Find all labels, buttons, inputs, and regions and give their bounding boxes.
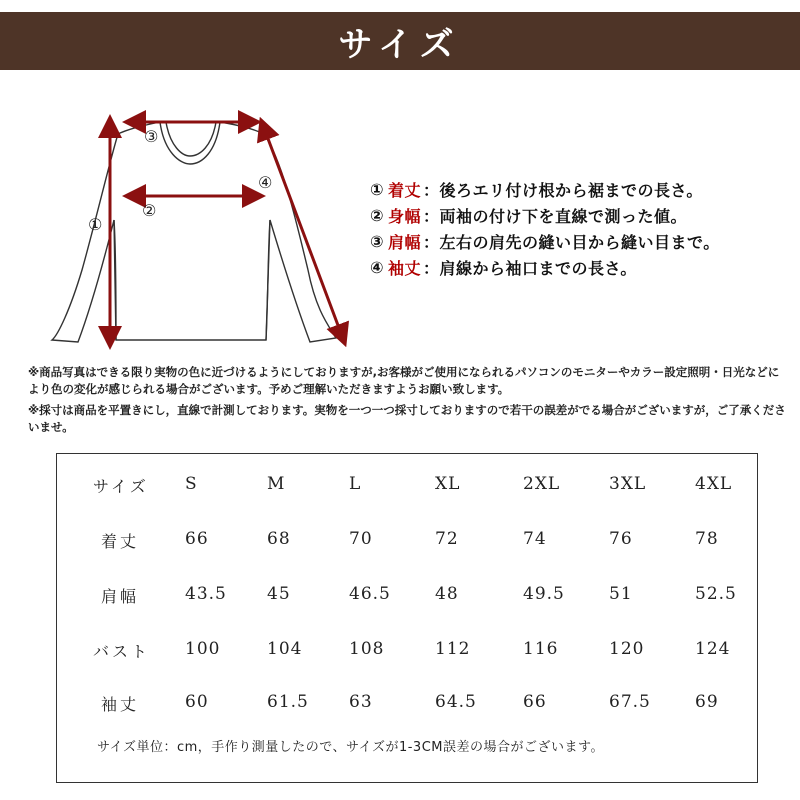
- legend-separator: ：: [423, 180, 440, 200]
- legend-term: 肩幅: [388, 232, 422, 252]
- table-row: [57, 584, 757, 614]
- table-cell: 45: [267, 584, 291, 604]
- legend-description: 両袖の付け下を直線で測った値。: [439, 206, 688, 226]
- table-cell: 116: [523, 639, 559, 659]
- legend-description: 後ろエリ付け根から裾までの長さ。: [439, 180, 703, 200]
- header-cell: XL: [435, 474, 461, 494]
- legend-number: ④: [370, 257, 385, 277]
- table-cell: 63: [349, 692, 373, 712]
- table-cell: 112: [435, 639, 471, 659]
- legend-number: ②: [370, 205, 385, 225]
- shirt-illustration: [30, 100, 370, 360]
- size-table-box: [56, 453, 758, 783]
- table-cell: 60: [185, 692, 209, 712]
- table-cell: 108: [349, 639, 385, 659]
- color-note: ※商品写真はできる限り実物の色に近づけるようにしておりますが,お客様がご使用になられるパソコンのモニターやカラー設定照明・日光などにより色の変化が感じられる場合がございます。予めご理解いただきますようお願い致します。: [28, 365, 780, 396]
- table-cell: 74: [523, 529, 547, 549]
- legend-number: ①: [370, 179, 385, 199]
- table-cell: 120: [609, 639, 645, 659]
- table-cell: 66: [185, 529, 209, 549]
- header-cell: M: [267, 474, 286, 494]
- row-label: 着丈: [101, 532, 140, 551]
- table-row: [57, 692, 757, 722]
- table-cell: 100: [185, 639, 221, 659]
- table-cell: 78: [695, 529, 719, 549]
- measurement-note: ※採寸は商品を平置きにし，直線で計測しております。実物を一つ一つ採寸しておりますので若干の誤差がでる場合がございますが，ご了承くださいませ。: [28, 403, 786, 434]
- garment-diagram: [30, 100, 370, 360]
- table-cell: 43.5: [185, 584, 227, 604]
- legend-term: 袖丈: [388, 258, 422, 278]
- header-cell: 3XL: [609, 474, 647, 494]
- legend-row: [370, 254, 790, 280]
- title-banner: [0, 12, 800, 70]
- table-cell: 46.5: [349, 584, 391, 604]
- legend-description: 左右の肩先の縫い目から縫い目まで。: [439, 232, 720, 252]
- header-cell: 4XL: [695, 474, 733, 494]
- row-label: 肩幅: [101, 587, 140, 606]
- table-row: [57, 529, 757, 559]
- marker-3: ③: [144, 127, 159, 146]
- legend-number: ③: [370, 231, 385, 251]
- table-cell: 52.5: [695, 584, 737, 604]
- table-cell: 70: [349, 529, 373, 549]
- row-label: 袖丈: [101, 695, 140, 714]
- table-cell: 49.5: [523, 584, 565, 604]
- table-cell: 69: [695, 692, 719, 712]
- legend-description: 肩線から袖口までの長さ。: [439, 258, 637, 278]
- sleeve-arrow: [264, 128, 342, 336]
- table-cell: 48: [435, 584, 459, 604]
- legend-term: 着丈: [388, 180, 422, 200]
- table-cell: 64.5: [435, 692, 477, 712]
- table-cell: 68: [267, 529, 291, 549]
- marker-4: ④: [258, 173, 273, 192]
- size-footnote: サイズ単位：cm，手作り測量したので、サイズが1-3CM誤差の場合がございます。: [97, 740, 604, 755]
- table-cell: 76: [609, 529, 633, 549]
- header-cell: サイズ: [93, 477, 149, 496]
- header-cell: S: [185, 474, 198, 494]
- legend-row: [370, 176, 790, 202]
- legend-term: 身幅: [388, 206, 422, 226]
- table-cell: 51: [609, 584, 633, 604]
- legend-row: [370, 202, 790, 228]
- measurement-arrows: [110, 122, 342, 338]
- measurement-legend: [370, 176, 790, 280]
- legend-separator: ：: [423, 232, 440, 252]
- table-cell: 72: [435, 529, 459, 549]
- table-cell: 61.5: [267, 692, 309, 712]
- table-cell: 104: [267, 639, 303, 659]
- legend-separator: ：: [423, 258, 440, 278]
- marker-1: ①: [88, 215, 103, 234]
- table-row: [57, 639, 757, 669]
- table-cell: 124: [695, 639, 731, 659]
- table-cell: 66: [523, 692, 547, 712]
- banner-title: サイズ: [338, 24, 462, 65]
- table-cell: 67.5: [609, 692, 651, 712]
- marker-2: ②: [142, 201, 157, 220]
- table-header-row: [57, 474, 757, 504]
- header-cell: 2XL: [523, 474, 561, 494]
- legend-separator: ：: [423, 206, 440, 226]
- legend-row: [370, 228, 790, 254]
- disclaimer-notes: [28, 364, 788, 440]
- row-label: バスト: [93, 642, 151, 661]
- header-cell: L: [349, 474, 362, 494]
